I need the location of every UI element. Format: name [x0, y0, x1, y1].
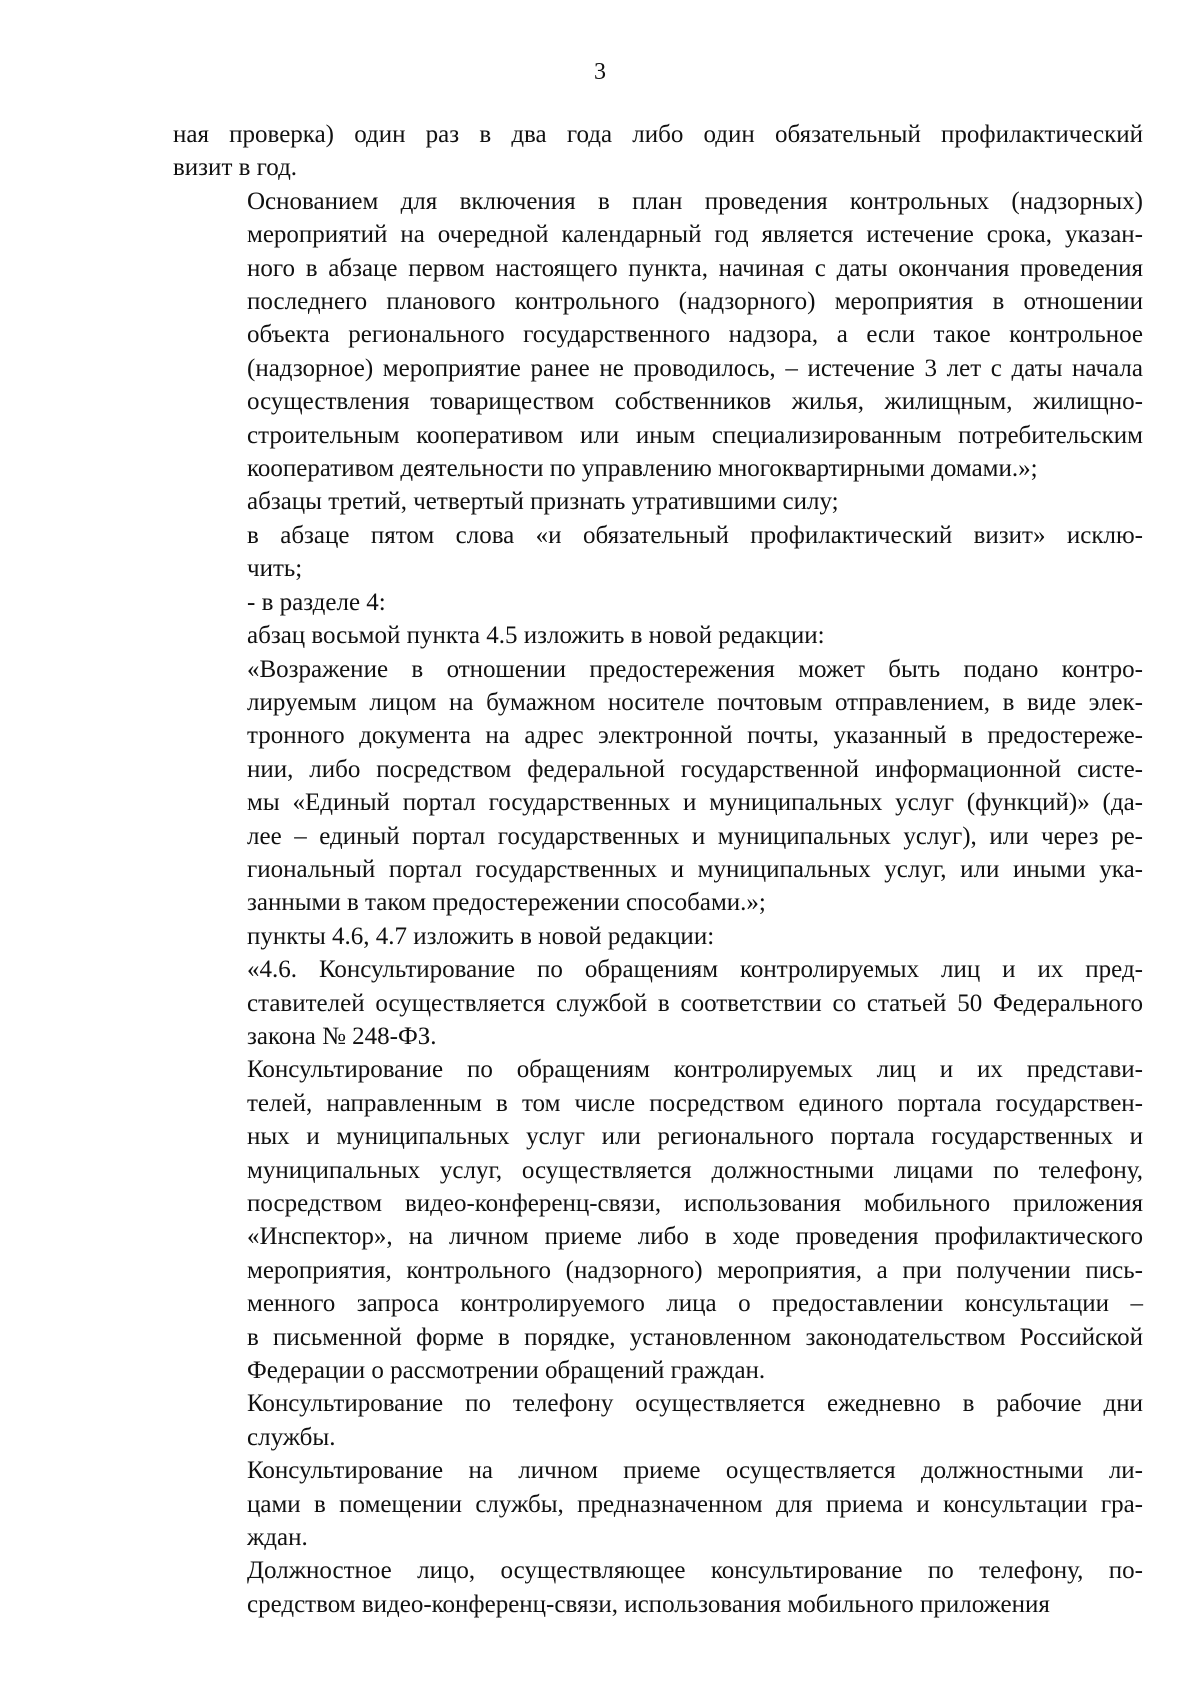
page-number: 3 [594, 59, 606, 85]
text-line: (надзорное) мероприятие ранее не проводилось, – истечение 3 лет с даты начала [247, 354, 1143, 382]
paragraph [173, 586, 1143, 619]
text-line: закона № 248-ФЗ. [247, 1022, 437, 1050]
text-line: службы. [247, 1423, 336, 1451]
text-line: ного в абзаце первом настоящего пункта, начиная с даты окончания проведения [247, 254, 1143, 282]
paragraph [173, 1554, 1143, 1621]
text-line: визит в год. [173, 154, 298, 182]
paragraph [173, 185, 1143, 486]
text-line: тронного документа на адрес электронной почты, указанный в предостереже- [247, 722, 1143, 750]
paragraph [173, 619, 1143, 652]
paragraph [173, 653, 1143, 920]
paragraph [173, 953, 1143, 1053]
text-line: кооперативом деятельности по управлению многоквартирными домами.»; [247, 455, 1038, 483]
text-line: «Возражение в отношении предостережения может быть подано контро- [247, 655, 1143, 683]
text-line: мероприятия, контрольного (надзорного) мероприятия, а при получении пись- [247, 1256, 1143, 1284]
text-line: - в разделе 4: [247, 588, 386, 616]
text-line: осуществления товариществом собственников жилья, жилищным, жилищно- [247, 388, 1143, 416]
text-line: Основанием для включения в план проведения контрольных (надзорных) [247, 187, 1143, 215]
paragraph [173, 118, 1143, 185]
text-line: пункты 4.6, 4.7 изложить в новой редакции: [247, 922, 715, 950]
paragraph [173, 1053, 1143, 1387]
text-line: мероприятий на очередной календарный год является истечение срока, указан- [247, 221, 1143, 249]
text-line: «4.6. Консультирование по обращениям контролируемых лиц и их пред- [247, 956, 1143, 984]
text-line: муниципальных услуг, осуществляется должностными лицами по телефону, [247, 1156, 1143, 1184]
text-line: объекта регионального государственного надзора, а если такое контрольное [247, 321, 1143, 349]
text-line: строительным кооперативом или иным специализированным потребительским [247, 421, 1143, 449]
text-line: ных и муниципальных услуг или регионального портала государственных и [247, 1123, 1143, 1151]
text-line: лее – единый портал государственных и муниципальных услуг), или через ре- [247, 822, 1143, 850]
text-line: посредством видео-конференц-связи, использования мобильного приложения [247, 1190, 1143, 1217]
paragraph [173, 519, 1143, 586]
text-line: Консультирование по обращениям контролируемых лиц и их представи- [247, 1056, 1143, 1084]
paragraph [173, 1454, 1143, 1554]
text-line: Должностное лицо, осуществляющее консультирование по телефону, по- [247, 1557, 1143, 1585]
text-line: нии, либо посредством федеральной государственной информационной систе- [247, 755, 1143, 783]
text-line: в письменной форме в порядке, установленном законодательством Российской [247, 1323, 1143, 1351]
text-line: занными в таком предостережении способами.»; [247, 889, 766, 917]
text-line: мы «Единый портал государственных и муниципальных услуг (функций)» (да- [247, 789, 1143, 817]
text-line: абзац восьмой пункта 4.5 изложить в новой редакции: [247, 622, 825, 650]
text-line: ставителей осуществляется службой в соответствии со статьей 50 Федерального [247, 989, 1143, 1017]
text-line: последнего планового контрольного (надзорного) мероприятия в отношении [247, 288, 1143, 316]
text-line: ная проверка) один раз в два года либо один обязательный профилактический [173, 121, 1143, 148]
text-line: чить; [247, 555, 303, 583]
text-line: Федерации о рассмотрении обращений граждан. [247, 1357, 766, 1385]
text-line: Консультирование по телефону осуществляется ежедневно в рабочие дни [247, 1390, 1143, 1418]
paragraph [173, 920, 1143, 953]
text-line: менного запроса контролируемого лица о предоставлении консультации – [247, 1290, 1143, 1318]
text-line: средством видео-конференц-связи, использования мобильного приложения [247, 1590, 1050, 1618]
text-line: телей, направленным в том числе посредством единого портала государствен- [247, 1089, 1143, 1117]
text-line: в абзаце пятом слова «и обязательный профилактический визит» исклю- [247, 521, 1143, 549]
text-line: гиональный портал государственных и муниципальных услуг, или иными ука- [247, 855, 1143, 883]
text-line: ждан. [247, 1524, 308, 1552]
paragraph [173, 1387, 1143, 1454]
text-line: абзацы третий, четвертый признать утратившими силу; [247, 488, 839, 516]
text-line: лируемым лицом на бумажном носителе почтовым отправлением, в виде элек- [247, 688, 1143, 716]
text-line: «Инспектор», на личном приеме либо в ходе проведения профилактического [247, 1223, 1143, 1251]
paragraph [173, 485, 1143, 518]
document-body [173, 118, 1143, 1621]
text-line: цами в помещении службы, предназначенном для приема и консультации гра- [247, 1490, 1143, 1518]
text-line: Консультирование на личном приеме осуществляется должностными ли- [247, 1457, 1143, 1485]
